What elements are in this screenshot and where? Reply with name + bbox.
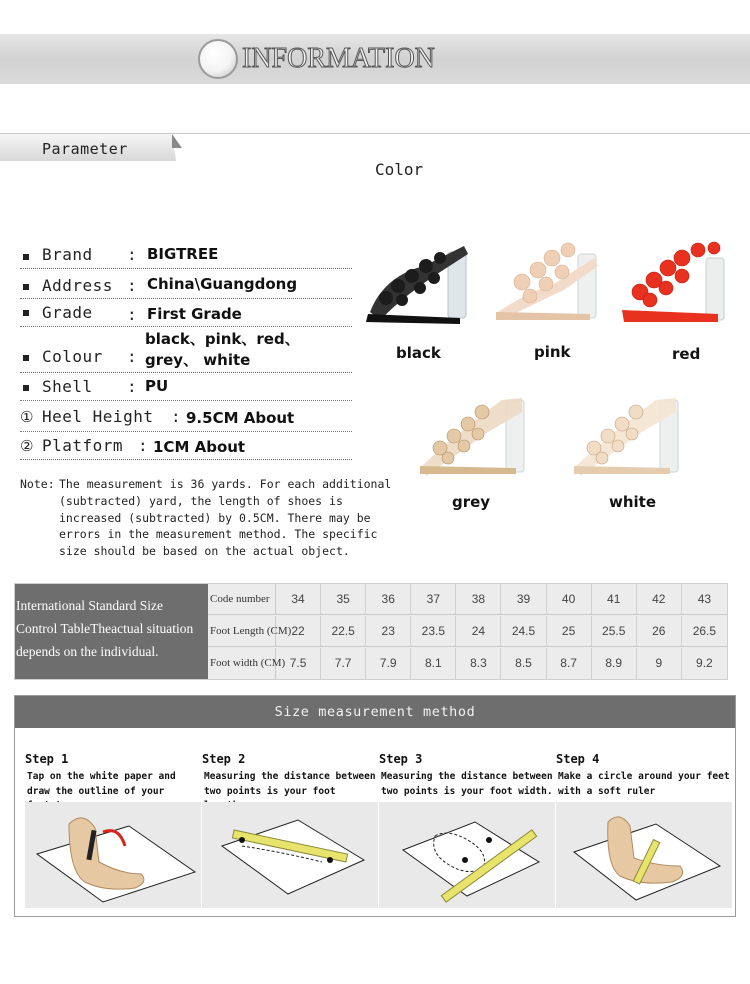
size-cell: 8.7	[547, 648, 592, 679]
spec-colon: :	[127, 245, 137, 264]
size-cell: 8.3	[456, 648, 501, 679]
spec-row-heel-height	[20, 405, 352, 432]
step-title: Step 3	[379, 752, 423, 766]
information-banner	[0, 34, 750, 84]
shoe-image-white	[572, 392, 684, 478]
shoe-image-grey	[418, 392, 530, 478]
size-cell: 24.5	[501, 616, 546, 646]
size-cell: 38	[456, 584, 501, 614]
flower-decoration	[433, 405, 489, 464]
step-3	[379, 746, 557, 906]
shoe-name-red: red	[672, 345, 701, 363]
size-row-label: Foot width (CM)	[208, 648, 276, 679]
size-cell: 8.1	[411, 648, 456, 679]
shoe-sole	[420, 466, 516, 474]
size-cell: 22	[276, 616, 321, 646]
point-marker	[327, 857, 333, 863]
section-divider	[0, 133, 750, 134]
step-title: Step 2	[202, 752, 246, 766]
spec-colon: :	[127, 276, 137, 295]
spec-label: Platform	[42, 436, 124, 455]
spec-value: black、pink、red、grey、 white	[145, 330, 300, 369]
color-heading: Color	[375, 160, 424, 179]
size-cell: 26.5	[692, 624, 717, 638]
spec-value: 1CM About	[153, 438, 246, 456]
circled-number-two-icon: ②	[20, 437, 34, 455]
banner-circle-icon	[198, 39, 238, 79]
size-cell: 42	[637, 584, 682, 614]
paper-sheet	[37, 826, 195, 902]
shoe-sole	[574, 466, 670, 474]
spec-row-platform	[20, 434, 352, 460]
step-1	[25, 746, 203, 906]
size-cell: 23.5	[411, 616, 456, 646]
size-cell: 9.2	[696, 656, 713, 670]
size-cell: 43	[697, 592, 712, 606]
spec-row-grade	[20, 303, 352, 327]
step-4	[556, 746, 734, 906]
spec-row-shell	[20, 375, 352, 401]
spec-colon: :	[127, 305, 137, 324]
shoe-name-white: white	[609, 493, 657, 511]
point-marker	[486, 837, 492, 843]
size-row-code	[208, 584, 727, 615]
bullet-icon	[23, 254, 29, 260]
size-table-title: International Standard Size Control TableTheactual situation depends on the individual.	[15, 584, 208, 679]
spec-row-colour	[20, 327, 352, 373]
size-table-grid	[208, 584, 727, 679]
spec-value: First Grade	[147, 305, 242, 323]
size-cell: 40	[547, 584, 592, 614]
bullet-icon	[23, 355, 29, 361]
circled-number-one-icon: ①	[20, 408, 34, 426]
size-row-length	[208, 616, 727, 647]
step-title: Step 4	[556, 752, 600, 766]
spec-value: PU	[145, 377, 169, 395]
size-cell: 39	[501, 584, 546, 614]
spec-colon: :	[127, 377, 137, 396]
shoe-sole	[366, 314, 460, 324]
shoe-sole	[622, 310, 718, 322]
point-marker	[239, 837, 245, 843]
spec-colon: :	[171, 407, 181, 426]
size-cell: 26	[637, 616, 682, 646]
spec-label: Address	[42, 276, 113, 295]
size-cell: 22.5	[321, 616, 366, 646]
spec-label: Colour	[42, 347, 103, 366]
spec-row-brand	[20, 243, 352, 269]
measurement-method-box	[14, 695, 736, 917]
step-1-illustration	[25, 802, 201, 908]
note-label: Note:	[20, 477, 55, 491]
bullet-icon	[23, 310, 29, 316]
method-title: Size measurement method	[15, 696, 735, 728]
size-cell: 23	[366, 616, 411, 646]
spec-value: China\Guangdong	[147, 275, 298, 293]
step-title: Step 1	[25, 752, 69, 766]
spec-label: Shell	[42, 377, 93, 396]
clear-heel	[706, 258, 724, 320]
size-cell: 25	[547, 616, 592, 646]
shoe-name-pink: pink	[534, 343, 571, 361]
shoe-name-grey: grey	[452, 493, 491, 511]
size-cell: 34	[276, 584, 321, 614]
size-cell: 41	[592, 584, 637, 614]
spec-label: Grade	[42, 303, 93, 322]
shoe-image-red	[620, 240, 736, 326]
flower-decoration	[379, 252, 446, 306]
step-2	[202, 746, 380, 906]
spec-label: Heel Height	[42, 407, 154, 426]
size-cell: 8.9	[592, 648, 637, 679]
size-cell: 7.7	[321, 648, 366, 679]
size-cell: 8.5	[501, 648, 546, 679]
step-text: Make a circle around your feet with a soft ruler	[558, 770, 732, 799]
step-3-illustration	[379, 802, 555, 908]
size-cell: 7.9	[366, 648, 411, 679]
step-text: Measuring the distance between two points is your foot width.	[381, 770, 555, 799]
bullet-icon	[23, 385, 29, 391]
step-2-illustration	[202, 802, 378, 908]
bullet-icon	[23, 284, 29, 290]
spec-value: BIGTREE	[147, 245, 219, 263]
spec-row-address	[20, 273, 352, 299]
size-row-label: Foot Length (CM)	[208, 616, 276, 646]
banner-title: INFORMATION	[242, 43, 435, 74]
spec-label: Brand	[42, 245, 93, 264]
size-row-label: Code number	[208, 584, 276, 614]
size-row-width	[208, 648, 727, 679]
size-table	[14, 583, 728, 680]
size-cell: 9	[637, 648, 682, 679]
shoe-name-black: black	[396, 344, 441, 362]
spec-colon: :	[127, 347, 137, 366]
size-cell: 7.5	[276, 648, 321, 679]
point-marker	[462, 857, 468, 863]
parameter-tab-label: Parameter	[42, 140, 128, 158]
size-cell: 36	[366, 584, 411, 614]
size-cell: 35	[321, 584, 366, 614]
size-cell: 25.5	[592, 616, 637, 646]
flower-decoration	[587, 405, 643, 464]
step-text: Tap on the white paper and draw the outline of your footsteps	[27, 770, 201, 814]
paper-sheet	[403, 822, 539, 896]
size-cell: 24	[456, 616, 501, 646]
step-text: Measuring the distance between two points is your foot length.	[204, 770, 378, 814]
shoe-image-black	[364, 236, 476, 324]
shoe-image-pink	[494, 234, 606, 322]
tab-corner-decoration	[172, 134, 182, 148]
note-text: The measurement is 36 yards. For each additional (subtracted) yard, the length of shoes is increased (subtracted) by 0.5CM. There may be errors in the measurement method. The specific size should be based on the actual object.	[59, 477, 392, 559]
step-4-illustration	[556, 802, 732, 908]
size-cell: 37	[411, 584, 456, 614]
spec-colon: :	[138, 436, 148, 455]
shoe-sole	[496, 312, 590, 320]
spec-value: 9.5CM About	[186, 409, 295, 427]
